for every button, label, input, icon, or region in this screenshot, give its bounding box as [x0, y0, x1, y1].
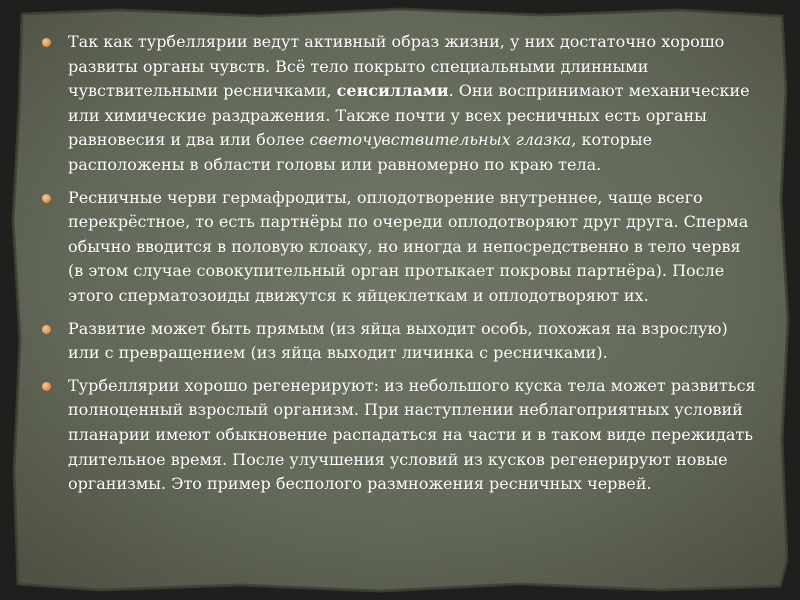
paragraph-text: Ресничные черви гермафродиты, оплодотворение внутреннее, чаще всего перекрёстное, то есть партнёры по очереди оплодотворяют друг друга. Сперма обычно вводится в половую клоаку, но иногда и непосредственно в тело червя (в этом случае совокупительный орган протыкает покровы партнёра). После этого сперматозоиды движутся к яйцеклеткам и оплодотворяют их.	[68, 187, 749, 305]
term-sensilla: сенсиллами	[336, 81, 449, 101]
paragraph-text: Турбеллярии хорошо регенерируют: из небольшого куска тела может развиться полноценный взрослый организм. При наступлении неблагоприятных условий планарии имеют обыкновение распадаться на части и в таком виде пережидать длительное время. После улучшения условий из кусков регенерируют новые организмы. Это пример бесполого размножения ресничных червей.	[68, 375, 756, 494]
paragraph-development	[42, 317, 760, 366]
bullet-dot-icon	[42, 325, 51, 334]
bullet-dot-icon	[42, 382, 51, 391]
paragraph-sense-organs	[42, 30, 760, 178]
term-photosensitive-eyes: светочувствительных глазка	[309, 130, 572, 150]
paragraph-regeneration	[42, 374, 760, 497]
text-content	[42, 30, 760, 505]
bullet-dot-icon	[42, 194, 51, 203]
paragraph-text: Развитие может быть прямым (из яйца выходит особь, похожая на взрослую) или с превращением (из яйца выходит личинка с ресничками).	[68, 318, 728, 363]
paragraph-reproduction	[42, 186, 760, 309]
bullet-dot-icon	[42, 38, 51, 47]
paragraph-text: Так как турбеллярии ведут активный образ жизни, у них достаточно хорошо развиты органы чувств. Всё тело покрыто специальными длинными чувствительными ресничками, сенсиллами. Они воспринимают механические или химические раздражения. Также почти у всех ресничных есть органы равновесия и два или более светочувствительных глазка, которые расположены в области головы или равномерно по краю тела.	[68, 32, 750, 174]
